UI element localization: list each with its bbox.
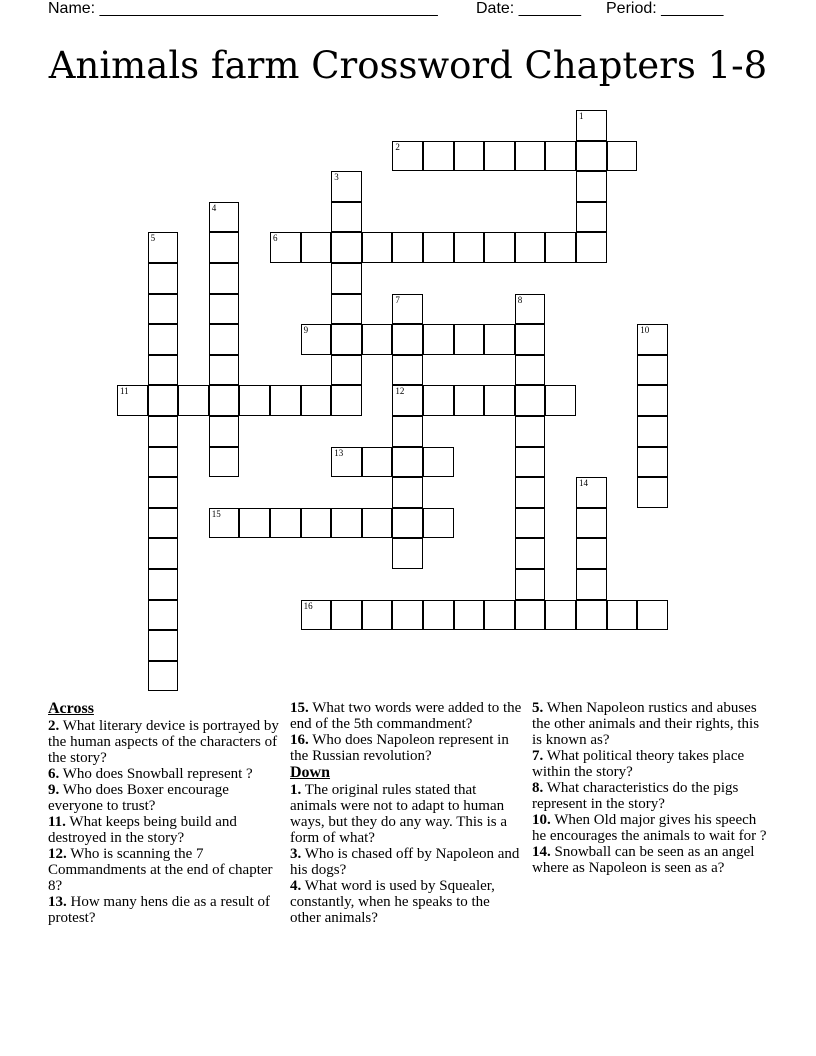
down-heading: Down	[290, 764, 331, 781]
crossword-cell[interactable]	[331, 508, 362, 539]
clue-across-13: 13. How many hens die as a result of protest?	[48, 894, 271, 926]
crossword-cell[interactable]	[515, 477, 546, 508]
crossword-cell[interactable]	[576, 232, 607, 263]
crossword-cell[interactable]	[392, 600, 423, 631]
crossword-cell[interactable]	[637, 447, 668, 478]
crossword-cell[interactable]	[515, 294, 546, 325]
crossword-cell[interactable]	[301, 232, 332, 263]
crossword-cell[interactable]	[270, 232, 301, 263]
clue-number: 4	[211, 202, 217, 213]
crossword-cell[interactable]	[331, 385, 362, 416]
crossword-cell[interactable]	[545, 141, 576, 172]
clue-column-1	[48, 700, 280, 926]
clue-column-3	[532, 700, 768, 876]
crossword-cell[interactable]	[209, 202, 240, 233]
crossword-cell[interactable]	[392, 355, 423, 386]
clue-down-4: 4. What word is used by Squealer, constantly, when he speaks to the other animals?	[290, 878, 495, 926]
crossword-cell[interactable]	[148, 538, 179, 569]
period-field[interactable]: Period: _______	[606, 0, 724, 17]
crossword-cell[interactable]	[576, 171, 607, 202]
crossword-cell[interactable]	[576, 477, 607, 508]
crossword-cell[interactable]	[209, 385, 240, 416]
crossword-cell[interactable]	[117, 385, 148, 416]
clue-number: 12	[395, 386, 405, 397]
crossword-cell[interactable]	[515, 232, 546, 263]
crossword-cell[interactable]	[392, 508, 423, 539]
crossword-cell[interactable]	[515, 569, 546, 600]
clue-number: 15	[211, 508, 221, 519]
clue-down-14: 14. Snowball can be seen as an angel where as Napoleon is seen as a?	[532, 844, 755, 876]
crossword-cell[interactable]	[148, 263, 179, 294]
crossword-cell[interactable]	[607, 600, 638, 631]
name-field[interactable]: Name: ______________________________________	[48, 0, 438, 17]
crossword-cell[interactable]	[209, 447, 240, 478]
crossword-cell[interactable]	[209, 232, 240, 263]
crossword-cell[interactable]	[637, 477, 668, 508]
crossword-cell[interactable]	[607, 141, 638, 172]
crossword-cell[interactable]	[392, 477, 423, 508]
crossword-cell[interactable]	[270, 508, 301, 539]
crossword-cell[interactable]	[362, 508, 393, 539]
crossword-cell[interactable]	[178, 385, 209, 416]
crossword-cell[interactable]	[301, 600, 332, 631]
clue-down-3: 3. Who is chased off by Napoleon and his dogs?	[290, 846, 520, 878]
crossword-cell[interactable]	[331, 202, 362, 233]
crossword-cell[interactable]	[148, 661, 179, 692]
crossword-cell[interactable]	[484, 600, 515, 631]
crossword-cell[interactable]	[423, 324, 454, 355]
crossword-cell[interactable]	[515, 416, 546, 447]
crossword-cell[interactable]	[515, 141, 546, 172]
crossword-cell[interactable]	[148, 324, 179, 355]
crossword-cell[interactable]	[454, 324, 485, 355]
across-heading: Across	[48, 700, 94, 717]
crossword-cell[interactable]	[239, 508, 270, 539]
clue-number: 2	[395, 141, 400, 152]
crossword-cell[interactable]	[209, 508, 240, 539]
crossword-cell[interactable]	[209, 416, 240, 447]
crossword-cell[interactable]	[301, 324, 332, 355]
crossword-cell[interactable]	[209, 294, 240, 325]
crossword-cell[interactable]	[454, 232, 485, 263]
clue-across-9: 9. Who does Boxer encourage everyone to trust?	[48, 782, 229, 814]
crossword-cell[interactable]	[454, 141, 485, 172]
crossword-cell[interactable]	[576, 508, 607, 539]
crossword-cell[interactable]	[362, 447, 393, 478]
date-field[interactable]: Date: _______	[476, 0, 581, 17]
clue-across-15: 15. What two words were added to the end of the 5th commandment?	[290, 700, 522, 732]
page-title: Animals farm Crossword Chapters 1-8	[48, 44, 768, 87]
crossword-cell[interactable]	[423, 447, 454, 478]
crossword-cell[interactable]	[637, 324, 668, 355]
crossword-cell[interactable]	[423, 508, 454, 539]
crossword-cell[interactable]	[576, 110, 607, 141]
clue-across-6: 6. Who does Snowball represent ?	[48, 766, 253, 782]
crossword-cell[interactable]	[331, 355, 362, 386]
clue-down-5: 5. When Napoleon rustics and abuses the other animals and their rights, this is known as?	[532, 700, 760, 748]
crossword-cell[interactable]	[148, 385, 179, 416]
crossword-cell[interactable]	[576, 569, 607, 600]
crossword-cell[interactable]	[637, 600, 668, 631]
crossword-cell[interactable]	[484, 324, 515, 355]
crossword-cell[interactable]	[392, 447, 423, 478]
clue-column-2	[290, 700, 522, 926]
crossword-cell[interactable]	[148, 477, 179, 508]
crossword-cell[interactable]	[576, 600, 607, 631]
clue-down-10: 10. When Old major gives his speech he encourages the animals to wait for ?	[532, 812, 767, 844]
crossword-cell[interactable]	[209, 263, 240, 294]
clue-number: 10	[640, 325, 650, 336]
crossword-cell[interactable]	[148, 600, 179, 631]
crossword-cell[interactable]	[637, 385, 668, 416]
crossword-cell[interactable]	[392, 416, 423, 447]
clue-number: 7	[395, 294, 400, 305]
crossword-cell[interactable]	[637, 355, 668, 386]
clue-number: 5	[150, 233, 156, 244]
crossword-cell[interactable]	[301, 508, 332, 539]
crossword-cell[interactable]	[423, 385, 454, 416]
crossword-cell[interactable]	[423, 141, 454, 172]
crossword-cell[interactable]	[331, 294, 362, 325]
crossword-cell[interactable]	[362, 232, 393, 263]
crossword-cell[interactable]	[515, 538, 546, 569]
clue-across-12: 12. Who is scanning the 7 Commandments at the end of chapter 8?	[48, 846, 273, 894]
crossword-cell[interactable]	[576, 538, 607, 569]
crossword-cell[interactable]	[392, 141, 423, 172]
crossword-cell[interactable]	[576, 202, 607, 233]
crossword-cell[interactable]	[209, 324, 240, 355]
crossword-cell[interactable]	[515, 508, 546, 539]
crossword-cell[interactable]	[545, 600, 576, 631]
crossword-cell[interactable]	[239, 385, 270, 416]
crossword-cell[interactable]	[148, 355, 179, 386]
crossword-cell[interactable]	[392, 324, 423, 355]
crossword-cell[interactable]	[148, 569, 179, 600]
clue-number: 13	[334, 447, 344, 458]
crossword-cell[interactable]	[331, 171, 362, 202]
crossword-cell[interactable]	[515, 600, 546, 631]
crossword-cell[interactable]	[148, 447, 179, 478]
crossword-cell[interactable]	[392, 538, 423, 569]
crossword-cell[interactable]	[331, 263, 362, 294]
clue-down-8: 8. What characteristics do the pigs represent in the story?	[532, 780, 739, 812]
crossword-cell[interactable]	[423, 232, 454, 263]
crossword-cell[interactable]	[576, 141, 607, 172]
crossword-cell[interactable]	[331, 600, 362, 631]
clue-across-16: 16. Who does Napoleon represent in the Russian revolution?	[290, 732, 509, 764]
crossword-cell[interactable]	[545, 232, 576, 263]
clue-number: 14	[579, 478, 588, 489]
crossword-cell[interactable]	[148, 508, 179, 539]
crossword-cell[interactable]	[637, 416, 668, 447]
crossword-cell[interactable]	[148, 416, 179, 447]
clue-number: 11	[120, 386, 129, 397]
crossword-cell[interactable]	[545, 385, 576, 416]
crossword-cell[interactable]	[454, 385, 485, 416]
clue-number: 1	[579, 111, 584, 121]
crossword-cell[interactable]	[331, 324, 362, 355]
crossword-cell[interactable]	[362, 324, 393, 355]
crossword-cell[interactable]	[515, 447, 546, 478]
clue-number: 8	[517, 294, 523, 305]
crossword-cell[interactable]	[515, 355, 546, 386]
crossword-cell[interactable]	[515, 385, 546, 416]
clue-down-1: 1. The original rules stated that animals were not to adapt to human ways, but they do any way. This is a form of what?	[290, 782, 508, 846]
crossword-cell[interactable]	[392, 232, 423, 263]
crossword-cell[interactable]	[392, 294, 423, 325]
clue-number: 3	[334, 172, 339, 183]
crossword-cell[interactable]	[331, 447, 362, 478]
crossword-cell[interactable]	[331, 232, 362, 263]
crossword-cell[interactable]	[454, 600, 485, 631]
clue-number: 9	[303, 325, 309, 336]
clue-across-11: 11. What keeps being build and destroyed in the story?	[48, 814, 237, 846]
clue-number: 16	[303, 600, 313, 611]
crossword-cell[interactable]	[423, 600, 454, 631]
crossword-cell[interactable]	[515, 324, 546, 355]
crossword-cell[interactable]	[148, 630, 179, 661]
crossword-cell[interactable]	[362, 600, 393, 631]
crossword-cell[interactable]	[392, 385, 423, 416]
clue-number: 6	[273, 233, 278, 244]
crossword-cell[interactable]	[148, 232, 179, 263]
crossword-cell[interactable]	[484, 141, 515, 172]
clue-across-2: 2. What literary device is portrayed by the human aspects of the characters of the story?	[48, 718, 279, 766]
crossword-cell[interactable]	[484, 232, 515, 263]
crossword-cell[interactable]	[209, 355, 240, 386]
crossword-cell[interactable]	[148, 294, 179, 325]
crossword-cell[interactable]	[484, 385, 515, 416]
crossword-cell[interactable]	[270, 385, 301, 416]
clue-down-7: 7. What political theory takes place within the story?	[532, 748, 745, 780]
crossword-cell[interactable]	[301, 385, 332, 416]
